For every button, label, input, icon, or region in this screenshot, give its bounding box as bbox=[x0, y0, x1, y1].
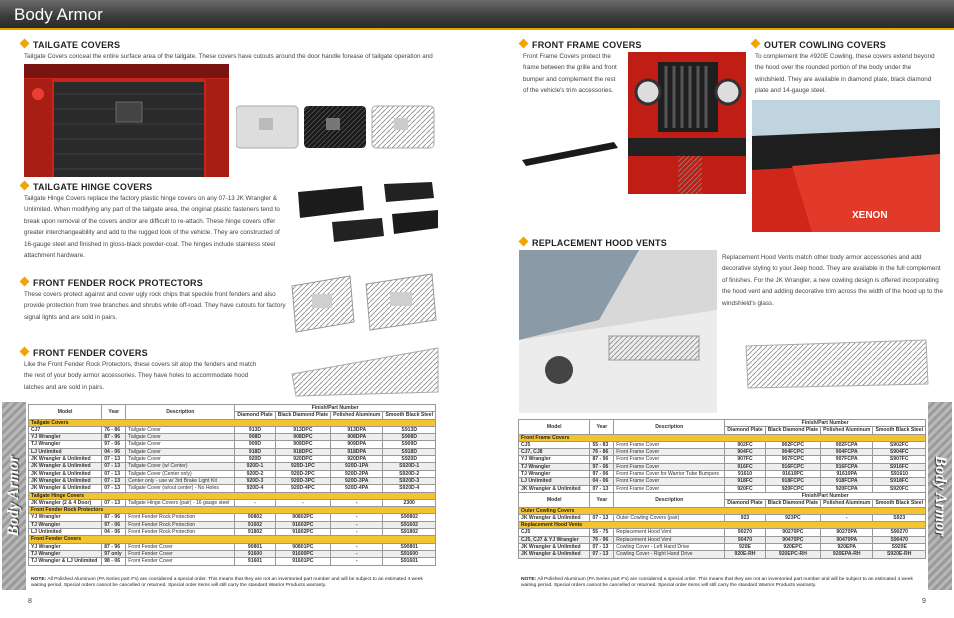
table-cell: Front Fender Cover bbox=[126, 543, 235, 550]
table-cell: 918FC bbox=[725, 478, 765, 485]
table-row bbox=[519, 551, 926, 558]
table-cell: 91601 bbox=[235, 558, 275, 565]
table-cell: 920EPC bbox=[765, 544, 820, 551]
hood-vent-part-image bbox=[742, 336, 932, 392]
table-cell: 07 - 13 bbox=[590, 544, 614, 551]
table-cell: S904FC bbox=[873, 449, 926, 456]
col-description: Description bbox=[126, 405, 235, 420]
table-cell: 920FCPA bbox=[821, 485, 873, 492]
table-cell: Front Fender Cover bbox=[126, 550, 235, 557]
table-cell: 918DPC bbox=[275, 448, 330, 455]
table-cell: S90801 bbox=[383, 543, 436, 550]
table-cell: LJ Unlimited bbox=[29, 529, 102, 536]
table-category-row: Front Fender Rock Protectors bbox=[29, 507, 436, 514]
table-cell: 920E-RH bbox=[725, 551, 765, 558]
table-cell: 97 - 06 bbox=[590, 463, 614, 470]
table-cell: JK Wrangler & Unlimited bbox=[519, 485, 590, 492]
table-cell: S91600 bbox=[383, 550, 436, 557]
table-cell: 07 - 13 bbox=[102, 477, 126, 484]
table-cell: - bbox=[235, 499, 275, 506]
table-cell: - bbox=[331, 529, 383, 536]
header-bar bbox=[0, 0, 954, 30]
table-cell: 2300 bbox=[383, 499, 436, 506]
hinge-covers-image bbox=[292, 180, 440, 246]
table-cell: 87 - 96 bbox=[102, 543, 126, 550]
table-row bbox=[519, 485, 926, 492]
table-cell: S91602 bbox=[383, 521, 436, 528]
table-cell: 918D bbox=[235, 448, 275, 455]
right-sidebar-tab bbox=[928, 402, 952, 590]
table-row bbox=[519, 536, 926, 543]
table-row bbox=[29, 499, 436, 506]
table-cell: 920D-4 bbox=[235, 485, 275, 492]
table-cell: Replacement Hood Vent bbox=[614, 529, 725, 536]
table-cell: S918FC bbox=[873, 478, 926, 485]
table-cell: 916FCPC bbox=[765, 463, 820, 470]
table-cell: 97 only bbox=[102, 550, 126, 557]
table-category-row: Front Fender Covers bbox=[29, 536, 436, 543]
table-cell: 913D bbox=[235, 426, 275, 433]
table-cell: 920FCPC bbox=[765, 485, 820, 492]
table-cell: TJ Wrangler bbox=[29, 441, 102, 448]
left-sidebar-label: Body Armor bbox=[5, 455, 22, 537]
table-cell: 920FC bbox=[725, 485, 765, 492]
table-cell: 909D bbox=[235, 441, 275, 448]
table-cell: S91610 bbox=[873, 471, 926, 478]
table-row bbox=[29, 470, 436, 477]
page-number-right: 9 bbox=[922, 598, 926, 605]
table-cell: 07 - 13 bbox=[102, 463, 126, 470]
table-cell: YJ Wrangler bbox=[29, 434, 102, 441]
table-cell: - bbox=[331, 543, 383, 550]
table-cell: 90801 bbox=[235, 543, 275, 550]
front-frame-photo bbox=[628, 52, 746, 194]
table-cell: S902FC bbox=[873, 441, 926, 448]
table-cell: S920D bbox=[383, 456, 436, 463]
table-row bbox=[29, 426, 436, 433]
table-cell: Tailgate Cover (Center only) bbox=[126, 470, 235, 477]
table-cell: 920D-1PA bbox=[331, 463, 383, 470]
table-row bbox=[519, 449, 926, 456]
table-cell: YJ Wrangler bbox=[29, 514, 102, 521]
table-cell: CJ7 bbox=[29, 426, 102, 433]
table-cell: 907FC bbox=[725, 456, 765, 463]
table-cell: S920D-1 bbox=[383, 463, 436, 470]
table-cell: 90802PC bbox=[275, 514, 330, 521]
table-category-row: Tailgate Hinge Covers bbox=[29, 492, 436, 499]
table-cell: 907FCPA bbox=[821, 456, 873, 463]
table-cell: Tailgate Cover bbox=[126, 441, 235, 448]
table-cell: 920D-2PA bbox=[331, 470, 383, 477]
table-cell: - bbox=[331, 521, 383, 528]
table-cell: 907FCPC bbox=[765, 456, 820, 463]
diamond-bullet-icon bbox=[20, 347, 30, 357]
table-cell: 87 - 96 bbox=[590, 456, 614, 463]
table-cell: 07 - 13 bbox=[102, 485, 126, 492]
table-cell: CJ5 bbox=[519, 441, 590, 448]
left-parts-table bbox=[28, 404, 436, 566]
rock-protectors-text: These covers protect against and cover ugly rock chips that speckle front fenders and also provide protection from tree branches and shrubs while off-road. They have cutouts for factory signal lights and are sold in pairs. bbox=[24, 291, 286, 321]
table-cell: 904FC bbox=[725, 449, 765, 456]
table-cell: LJ Unlimited bbox=[29, 448, 102, 455]
table-cell: 76 - 96 bbox=[590, 536, 614, 543]
table-cell: S920FC bbox=[873, 485, 926, 492]
table-cell: S908D bbox=[383, 434, 436, 441]
table-cell: Center only - use w/ 3rd Brake Light Kit bbox=[126, 477, 235, 484]
table-row bbox=[29, 514, 436, 521]
diamond-bullet-icon bbox=[519, 39, 529, 49]
table-cell: JK Wrangler & Unlimited bbox=[29, 456, 102, 463]
table-row bbox=[29, 456, 436, 463]
section-title-outer-cowling: OUTER COWLING COVERS bbox=[752, 40, 886, 50]
table-cell: 07 - 13 bbox=[102, 499, 126, 506]
table-cell: 920EPA-RH bbox=[821, 551, 873, 558]
table-cell: 91601PC bbox=[275, 558, 330, 565]
table-cell: Tailgate Cover (w/out center) - No Holes bbox=[126, 485, 235, 492]
table-cell: Front Fender Rock Protection bbox=[126, 521, 235, 528]
table-cell: JK Wrangler & Unlimited bbox=[519, 551, 590, 558]
table-cell: 04 - 06 bbox=[590, 478, 614, 485]
table-cell: TJ Wrangler bbox=[29, 521, 102, 528]
table-cell: YJ Wrangler bbox=[29, 543, 102, 550]
right-note: NOTE: All Polished Aluminum (PA Series part #'s) are considered a special order. This means that they are not an inventoried part number and will be subject to an estimated 4 week waiting period. Special orders cannot be cancelled or returned. Special order items will still carry the standard Warrior Products warranty. bbox=[521, 577, 913, 589]
table-cell: Front Fender Rock Protection bbox=[126, 514, 235, 521]
table-cell: 91802PC bbox=[275, 529, 330, 536]
table-category-row: Outer Cowling Covers bbox=[519, 507, 926, 514]
table-cell: S909D bbox=[383, 441, 436, 448]
table-cell: S920D-2 bbox=[383, 470, 436, 477]
fender-covers-text: Like the Front Fender Rock Protectors, these covers sit atop the fenders and match the rest of your body armor accessories. They have holes to accommodate hood latches and are sold in pairs. bbox=[24, 361, 257, 391]
col-smooth-black: Smooth Black Steel bbox=[383, 412, 436, 419]
table-cell: 913DPC bbox=[275, 426, 330, 433]
table-cell: 90270 bbox=[725, 529, 765, 536]
table-row bbox=[519, 463, 926, 470]
table-cell: JK Wrangler & Unlimited bbox=[519, 514, 590, 521]
table-row bbox=[519, 478, 926, 485]
table-cell: 55 - 75 bbox=[590, 529, 614, 536]
table-cell: 920DPC bbox=[275, 456, 330, 463]
table-row bbox=[29, 434, 436, 441]
diamond-bullet-icon bbox=[20, 39, 30, 49]
col-model: Model bbox=[29, 405, 102, 420]
table-cell: TJ Wrangler & LJ Unlimited bbox=[29, 558, 102, 565]
table-cell: S920D-4 bbox=[383, 485, 436, 492]
table-cell: Front Frame Cover bbox=[614, 441, 725, 448]
section-title-tailgate-covers: TAILGATE COVERS bbox=[21, 40, 120, 50]
table-cell: S920E-RH bbox=[873, 551, 926, 558]
table-cell: S90270 bbox=[873, 529, 926, 536]
table-cell: 90270PA bbox=[821, 529, 873, 536]
table-cell: S91802 bbox=[383, 529, 436, 536]
table-cell: 920DPA bbox=[331, 456, 383, 463]
diamond-bullet-icon bbox=[751, 39, 761, 49]
table-cell: Front Frame Cover bbox=[614, 449, 725, 456]
table-cell: 07 - 13 bbox=[590, 514, 614, 521]
table-cell: CJ5, CJ7 & YJ Wrangler bbox=[519, 536, 590, 543]
table-row bbox=[29, 529, 436, 536]
diamond-bullet-icon bbox=[20, 277, 30, 287]
table-cell: Tailgate Cover bbox=[126, 434, 235, 441]
table-cell: - bbox=[331, 550, 383, 557]
table-cell: 902FC bbox=[725, 441, 765, 448]
outer-cowling-text: To complement the #920E Cowling, these covers extend beyond the hood over the rounded portion of the body under the windshield. They are available in diamond plate, black diamond plate and 14-gauge steel. bbox=[755, 53, 935, 95]
table-row bbox=[519, 514, 926, 521]
table-cell: 918DPA bbox=[331, 448, 383, 455]
section-title-hood-vents: REPLACEMENT HOOD VENTS bbox=[520, 238, 667, 248]
table-cell: 87 - 96 bbox=[102, 434, 126, 441]
table-cell: JK Wrangler & Unlimited bbox=[29, 470, 102, 477]
table-cell: 76 - 86 bbox=[590, 449, 614, 456]
table-cell: - bbox=[821, 514, 873, 521]
diamond-bullet-icon bbox=[20, 181, 30, 191]
table-cell: 91610PA bbox=[821, 471, 873, 478]
table-cell: Front Frame Cover bbox=[614, 463, 725, 470]
table-cell: Replacement Hood Vent bbox=[614, 536, 725, 543]
hood-vents-text: Replacement Hood Vents match other body armor accessories and add decorative styling to your Jeep hood. They are available in the full complement of finishes. For the JK Wrangler, a new cowling design is offered incorporating the hood vent and adding decorative trim across the width of the hood up to the windshield's glass. bbox=[722, 254, 943, 307]
table-cell: 55 - 83 bbox=[590, 441, 614, 448]
table-cell: 902FCPA bbox=[821, 441, 873, 448]
table-cell: 918FCPA bbox=[821, 478, 873, 485]
section-title-front-frame: FRONT FRAME COVERS bbox=[520, 40, 642, 50]
table-cell: 920D-2 bbox=[235, 470, 275, 477]
table-cell: 909DPA bbox=[331, 441, 383, 448]
table-cell: 923PC bbox=[765, 514, 820, 521]
table-cell: LJ Unlimited bbox=[519, 478, 590, 485]
table-cell: Front Frame Cover for Warrior Tube Bumpers bbox=[614, 471, 725, 478]
table-cell: S916FC bbox=[873, 463, 926, 470]
table-cell: Tailgate Cover (w/ Center) bbox=[126, 463, 235, 470]
table-cell: - bbox=[331, 514, 383, 521]
table-cell: 902FCPC bbox=[765, 441, 820, 448]
table-cell: 98 - 06 bbox=[102, 558, 126, 565]
table-cell: S920D-3 bbox=[383, 477, 436, 484]
table-row bbox=[519, 544, 926, 551]
table-cell: 916FCPA bbox=[821, 463, 873, 470]
table-cell: 07 - 13 bbox=[590, 551, 614, 558]
table-cell: 91602PC bbox=[275, 521, 330, 528]
table-cell: Front Frame Cover bbox=[614, 478, 725, 485]
table-cell: 90802 bbox=[235, 514, 275, 521]
table-row bbox=[519, 529, 926, 536]
table-cell: S907FC bbox=[873, 456, 926, 463]
table-cell: 91602 bbox=[235, 521, 275, 528]
table-cell: Front Fender Rock Protection bbox=[126, 529, 235, 536]
right-parts-table: Model Year Description Finish/Part Number Diamond Plate Black Diamond Plate Polished Aluminum Smooth Black Steel Front Frame Covers CJ5 55 - 83 Front Frame Cover 902FC 902FCPC 902FCPA S902FC CJ7, CJ8 76 - 86 Front Frame Cover 904FC 904FCPC 904FCPA S904FC YJ Wrangler 87 - 96 Front Frame Cover 907FC 907FCPC 907FCPA S907FC TJ Wrangler 97 - 06 Front Frame Cover 916FC 916FCPC 916FCPA S916FC TJ Wrangler 97 - 06 Front Frame Cover for Warrior Tube Bumpers 91610 91610PC 91610PA S91610 LJ Unlimited 04 - 06 Front Frame Cover 918FC 918FCPC 918FCPA S918FC JK Wrangler & Unlimited 07 - 13 Front Frame Cover 920FC 920FCPC 920FCPA S920FC Model Year Description Finish/Part Number Diamond Plate Black Diamond Plate Polished Aluminum Smooth Black Steel Outer Cowling Covers JK Wrangler & Unlimited 07 - 13 Outer Cowling Covers (pair) 923 923PC - S923 Replacement Hood Vents CJ5 55 - 75 Replacement Hood Vent 90270 90270PC 90270PA S90270 CJ5, CJ7 & YJ Wrangler 76 - 96 Replacement Hood Vent 90470 90470PC 90470PA S90470 JK Wrangler & Unlimited 07 - 13 Cowling Cover - Left Hand Drive 920E 920EPC 920EPA S920E JK Wrangler & Unlimited 07 - 13 Cowling Cover - Right Hand Drive 920E-RH 920EPC-RH 920EPA-RH S920E-RH bbox=[518, 419, 926, 559]
diamond-bullet-icon bbox=[519, 237, 529, 247]
front-frame-cover-image bbox=[520, 138, 620, 166]
table-cell: Cowling Cover - Right Hand Drive bbox=[614, 551, 725, 558]
col-year: Year bbox=[102, 405, 126, 420]
table-cell: 91600PC bbox=[275, 550, 330, 557]
table-cell: 90801PC bbox=[275, 543, 330, 550]
table-cell: 920E bbox=[725, 544, 765, 551]
table-cell: 908DPC bbox=[275, 434, 330, 441]
col-polished: Polished Aluminum bbox=[331, 412, 383, 419]
section-title-fender-covers: FRONT FENDER COVERS bbox=[21, 348, 148, 358]
front-frame-text: Front Frame Covers protect the frame between the grille and front bumper and complement the rest of the vehicle's trim accessories. bbox=[523, 53, 617, 95]
table-cell: TJ Wrangler bbox=[519, 471, 590, 478]
table-cell: Tailgate Hinge Covers (pair) - 16 gauge steel bbox=[126, 499, 235, 506]
table-row bbox=[29, 550, 436, 557]
table-cell: 909DPC bbox=[275, 441, 330, 448]
table-row bbox=[29, 558, 436, 565]
table-cell: JK Wrangler & Unlimited bbox=[29, 477, 102, 484]
table-cell: JK Wrangler & Unlimited bbox=[519, 544, 590, 551]
table-cell: - bbox=[331, 558, 383, 565]
table-cell: 920D-4PC bbox=[275, 485, 330, 492]
table-cell: 916FC bbox=[725, 463, 765, 470]
col-black-diamond: Black Diamond Plate bbox=[275, 412, 330, 419]
table-row bbox=[519, 441, 926, 448]
table-cell: 97 - 06 bbox=[102, 521, 126, 528]
tailgate-photo bbox=[24, 64, 229, 177]
table-cell: 904FCPC bbox=[765, 449, 820, 456]
table-cell: S920E bbox=[873, 544, 926, 551]
table-cell: 908DPA bbox=[331, 434, 383, 441]
table-cell: Outer Cowling Covers (pair) bbox=[614, 514, 725, 521]
table-cell: 918FCPC bbox=[765, 478, 820, 485]
table-row bbox=[519, 471, 926, 478]
table-cell: S90470 bbox=[873, 536, 926, 543]
table-cell: 76 - 86 bbox=[102, 426, 126, 433]
table-cell: Tailgate Cover bbox=[126, 426, 235, 433]
table-cell: S90802 bbox=[383, 514, 436, 521]
table-cell: 07 - 13 bbox=[102, 456, 126, 463]
table-cell: 97 - 06 bbox=[102, 441, 126, 448]
table-cell: Tailgate Cover bbox=[126, 456, 235, 463]
table-row bbox=[519, 456, 926, 463]
table-cell: 97 - 06 bbox=[590, 471, 614, 478]
table-cell: 920D-1PC bbox=[275, 463, 330, 470]
outer-cowling-photo bbox=[752, 100, 940, 232]
table-cell: 908D bbox=[235, 434, 275, 441]
col-diamond: Diamond Plate bbox=[235, 412, 275, 419]
table-row bbox=[29, 477, 436, 484]
table-row bbox=[29, 485, 436, 492]
table-row bbox=[29, 463, 436, 470]
table-cell: 913DPA bbox=[331, 426, 383, 433]
table-category-row: Front Frame Covers bbox=[519, 434, 926, 441]
table-cell: S91601 bbox=[383, 558, 436, 565]
table-cell: - bbox=[275, 499, 330, 506]
table-cell: 920D-4PA bbox=[331, 485, 383, 492]
table-cell: TJ Wrangler bbox=[29, 550, 102, 557]
xenon-logo: XENON bbox=[852, 210, 888, 221]
tailgate-covers-text: Tailgate Covers conceal the entire surface area of the tailgate. These covers have cutouts around the door handle forease of tailgate operation and bbox=[24, 53, 433, 60]
table-cell: 920D-3 bbox=[235, 477, 275, 484]
fender-cover-image bbox=[288, 346, 440, 398]
table-cell: 91802 bbox=[235, 529, 275, 536]
table-cell: 920EPA bbox=[821, 544, 873, 551]
rock-protectors-image bbox=[290, 272, 438, 336]
table-cell: - bbox=[331, 499, 383, 506]
table-cell: Tailgate Cover bbox=[126, 448, 235, 455]
table-row bbox=[29, 521, 436, 528]
table-cell: 920D-2PC bbox=[275, 470, 330, 477]
table-cell: Front Frame Cover bbox=[614, 456, 725, 463]
table-cell: 90470PA bbox=[821, 536, 873, 543]
table-cell: JK Wrangler & Unlimited bbox=[29, 463, 102, 470]
page-title: Body Armor bbox=[14, 5, 103, 24]
left-sidebar-tab bbox=[2, 402, 26, 590]
table-cell: 04 - 06 bbox=[102, 529, 126, 536]
table-cell: 91600 bbox=[235, 550, 275, 557]
table-row bbox=[29, 543, 436, 550]
left-note: NOTE: All Polished Aluminum (PA Series part #'s) are considered a special order. This means that they are not an inventoried part number and will be subject to an estimated 4 week waiting period. Special orders cannot be cancelled or returned. Special order items will still carry the standard Warrior Products warranty. bbox=[31, 577, 423, 589]
table-cell: CJ7, CJ8 bbox=[519, 449, 590, 456]
col-finish-header: Finish/Part Number bbox=[235, 405, 436, 412]
table-cell: 07 - 13 bbox=[590, 485, 614, 492]
table-cell: CJ5 bbox=[519, 529, 590, 536]
right-sidebar-label: Body Armor bbox=[932, 455, 949, 537]
table-cell: S918D bbox=[383, 448, 436, 455]
table-cell: 923 bbox=[725, 514, 765, 521]
tailgate-cover-variants-image bbox=[236, 104, 436, 150]
table-cell: JK Wrangler & Unlimited bbox=[29, 485, 102, 492]
table-cell: 920D bbox=[235, 456, 275, 463]
table-cell: Front Frame Cover bbox=[614, 485, 725, 492]
section-title-rock-protectors: FRONT FENDER ROCK PROTECTORS bbox=[21, 278, 203, 288]
table-cell: Cowling Cover - Left Hand Drive bbox=[614, 544, 725, 551]
table-cell: 91610PC bbox=[765, 471, 820, 478]
table-cell: 904FCPA bbox=[821, 449, 873, 456]
hood-vents-photo bbox=[519, 250, 717, 413]
table-cell: 87 - 96 bbox=[102, 514, 126, 521]
table-cell: 920D-3PC bbox=[275, 477, 330, 484]
table-cell: S913D bbox=[383, 426, 436, 433]
table-cell: 90470 bbox=[725, 536, 765, 543]
table-category-row: Tailgate Covers bbox=[29, 419, 436, 426]
table-row bbox=[29, 441, 436, 448]
table-cell: 04 - 06 bbox=[102, 448, 126, 455]
table-cell: 920D-3PA bbox=[331, 477, 383, 484]
table-cell: Front Fender Cover bbox=[126, 558, 235, 565]
table-cell: S923 bbox=[873, 514, 926, 521]
table-cell: YJ Wrangler bbox=[519, 456, 590, 463]
table-cell: 920EPC-RH bbox=[765, 551, 820, 558]
table-cell: 07 - 13 bbox=[102, 470, 126, 477]
table-category-row: Replacement Hood Vents bbox=[519, 522, 926, 529]
table-cell: 90470PC bbox=[765, 536, 820, 543]
table-cell: 91610 bbox=[725, 471, 765, 478]
table-cell: 90270PC bbox=[765, 529, 820, 536]
table-cell: TJ Wrangler bbox=[519, 463, 590, 470]
section-title-tailgate-hinge: TAILGATE HINGE COVERS bbox=[21, 182, 152, 192]
page-number-left: 8 bbox=[28, 598, 32, 605]
table-cell: 920D-1 bbox=[235, 463, 275, 470]
table-cell: JK Wrangler (2 & 4 Door) bbox=[29, 499, 102, 506]
tailgate-hinge-text: Tailgate Hinge Covers replace the factory plastic hinge covers on any 07-13 JK Wrangler & Unlimited. When modifying any part of the tailgate area, the original plastic fasteners tend to break upon removal of the covers and/or are difficult to re-attach. These hinge covers offer greater interchangeability and add to the rugged look of the vehicle. They are constructed of 16-gauge steel and finished in gloss-black powder-coat. The hinges include stainless steel attachment hardware. bbox=[24, 195, 280, 260]
table-row bbox=[29, 448, 436, 455]
